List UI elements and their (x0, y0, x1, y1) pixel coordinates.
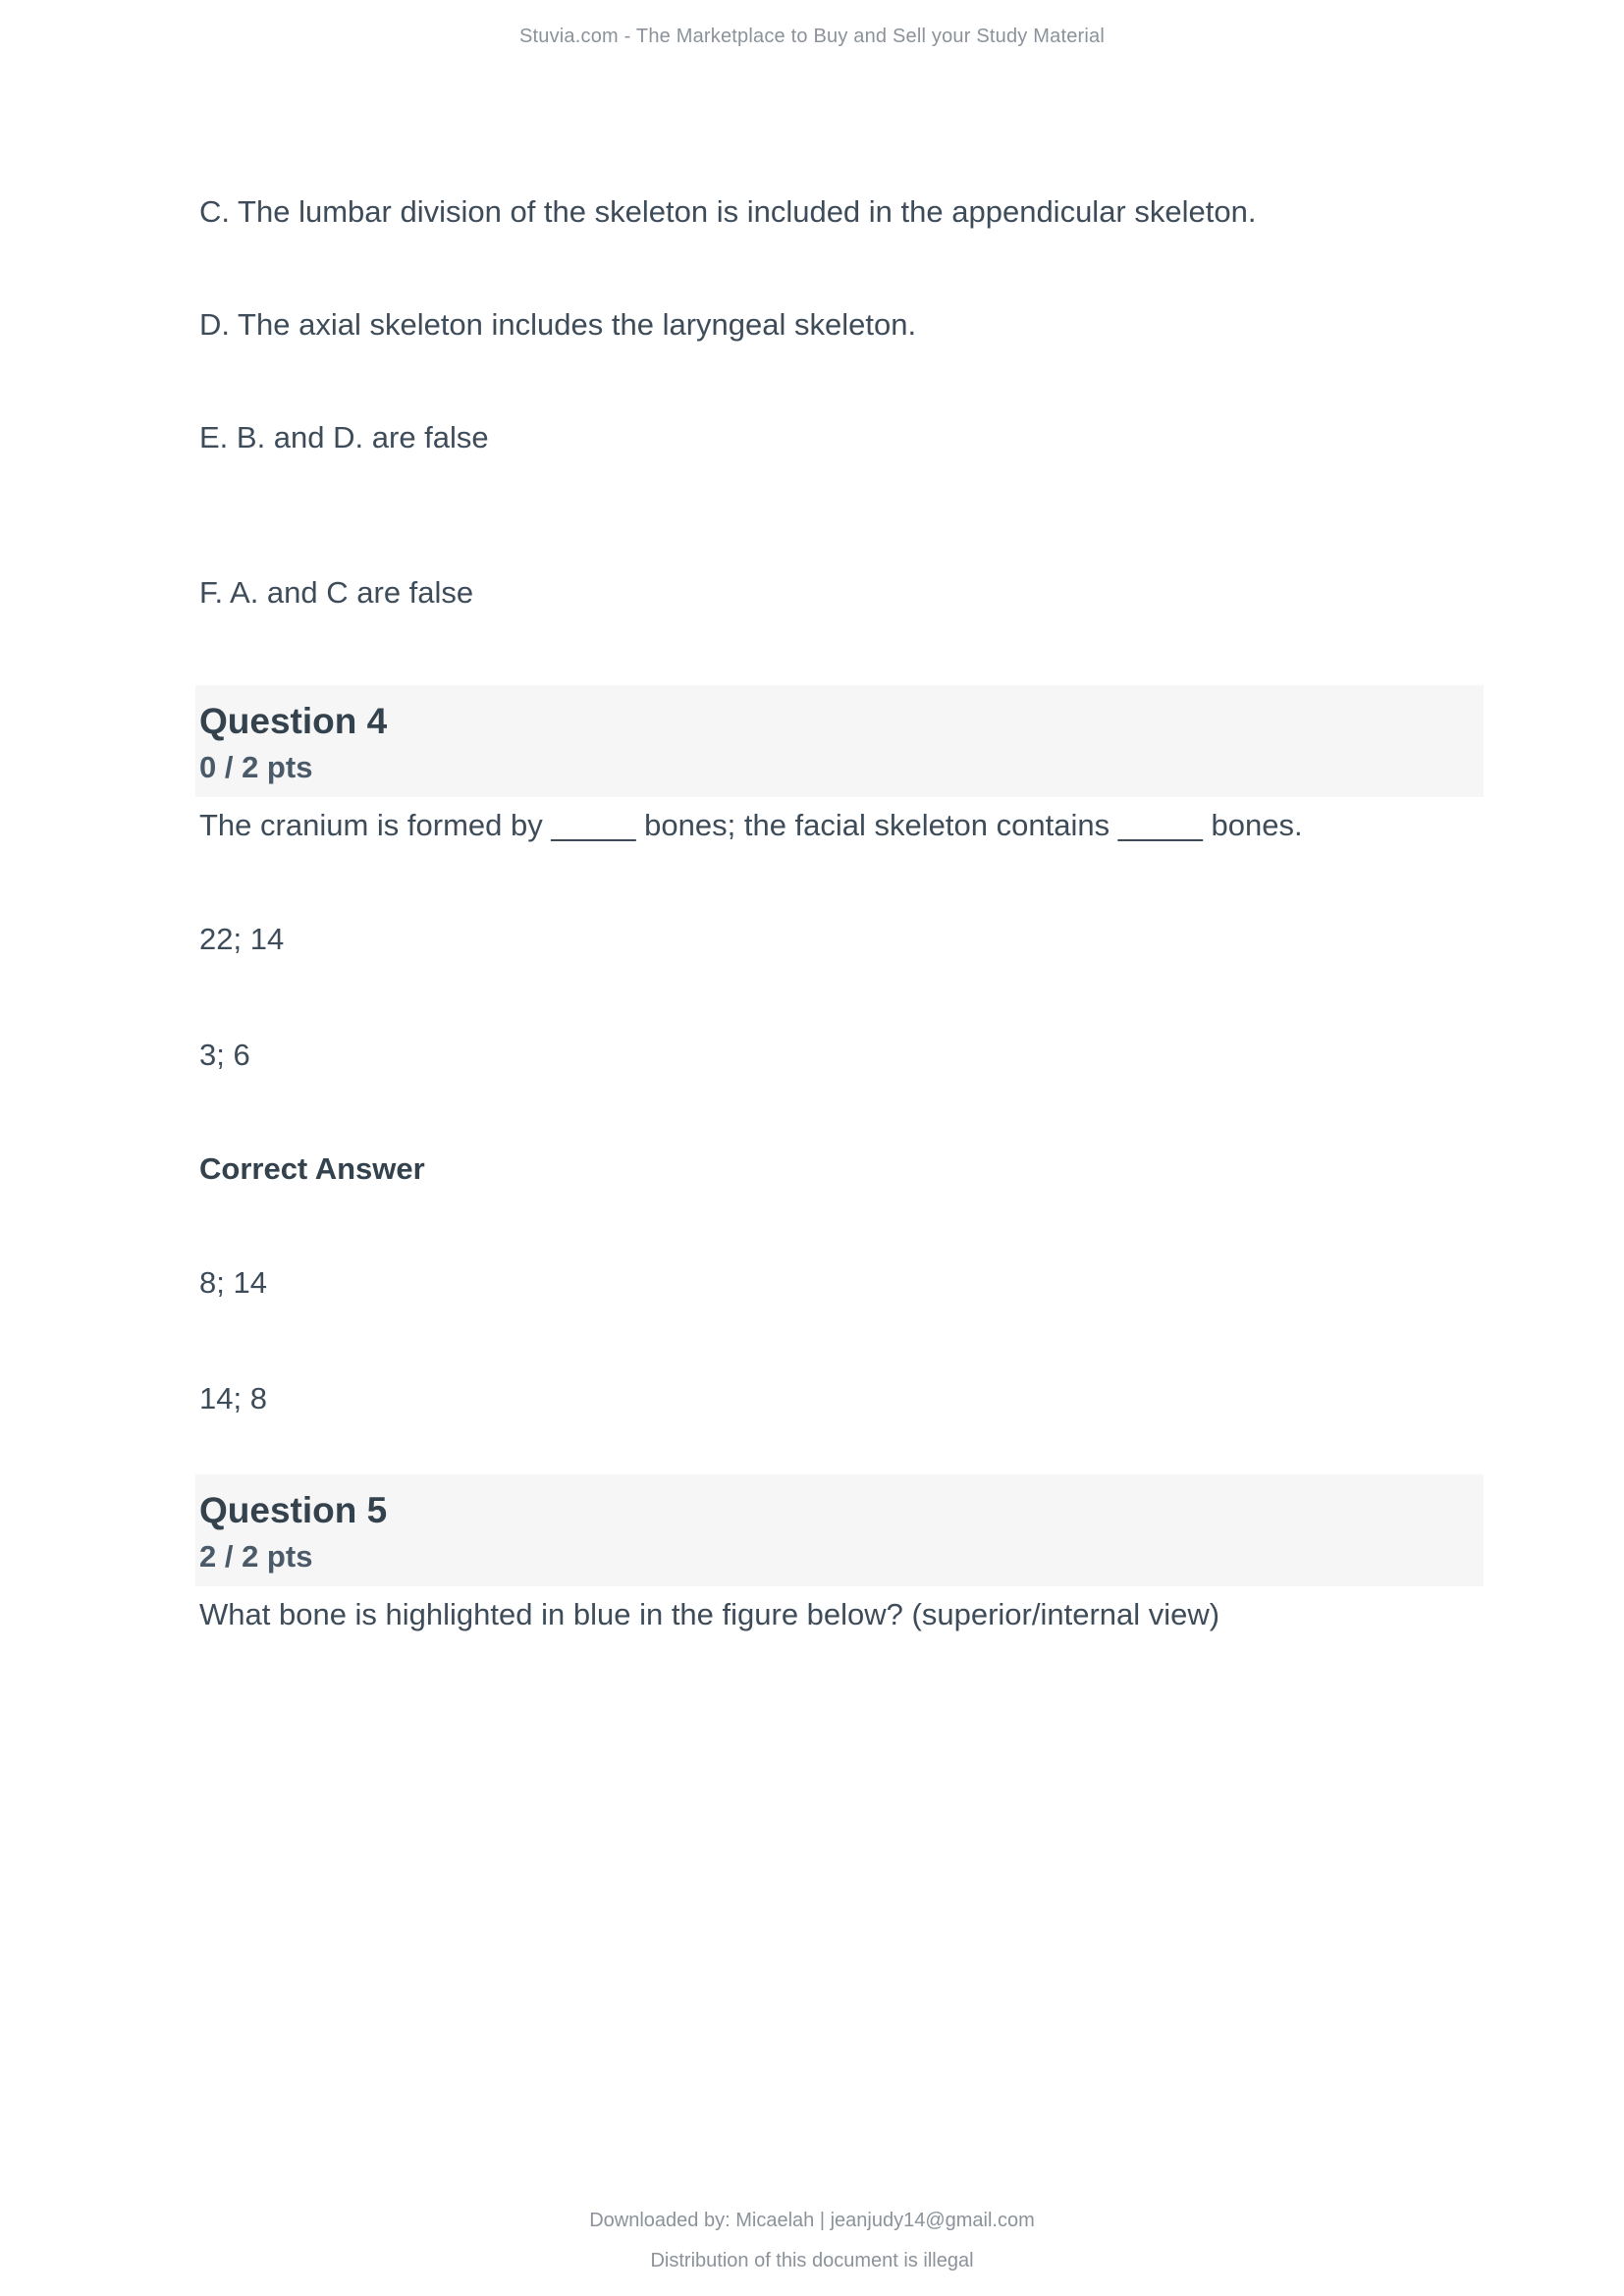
footer-downloaded-by: Downloaded by: Micaelah | jeanjudy14@gmail.com (589, 2210, 1035, 2231)
answer-option-c: C. The lumbar division of the skeleton is included in the appendicular skeleton. (199, 194, 1257, 229)
question-4-points: 0 / 2 pts (199, 750, 313, 784)
question-4-title: Question 4 (199, 701, 388, 741)
correct-answer-label: Correct Answer (199, 1151, 425, 1186)
question-4-correct-answer: 8; 14 (199, 1265, 267, 1300)
spacer (199, 1419, 1484, 1474)
answer-option-e: E. B. and D. are false (199, 420, 489, 454)
answer-option-f: F. A. and C are false (199, 575, 474, 610)
answer-option-d: D. The axial skeleton includes the laryngeal skeleton. (199, 307, 917, 342)
question-4-prompt: The cranium is formed by _____ bones; the facial skeleton contains _____ bones. (199, 808, 1303, 842)
footer-distribution-notice: Distribution of this document is illegal (650, 2250, 974, 2271)
stuvia-watermark-header: Stuvia.com - The Marketplace to Buy and Sell your Study Material (518, 26, 1106, 47)
question-5-title: Question 5 (199, 1490, 388, 1530)
question-4-header (195, 685, 1484, 797)
question-5-prompt: What bone is highlighted in blue in the figure below? (superior/internal view) (199, 1597, 1220, 1631)
document-footer (0, 2210, 1624, 2272)
question-5-header (195, 1474, 1484, 1586)
question-4-answer-4: 14; 8 (199, 1381, 267, 1415)
document-content (199, 191, 1484, 1635)
question-4-answer-2: 3; 6 (199, 1038, 250, 1072)
question-4-answer-1: 22; 14 (199, 922, 285, 956)
question-5-points: 2 / 2 pts (199, 1539, 313, 1574)
